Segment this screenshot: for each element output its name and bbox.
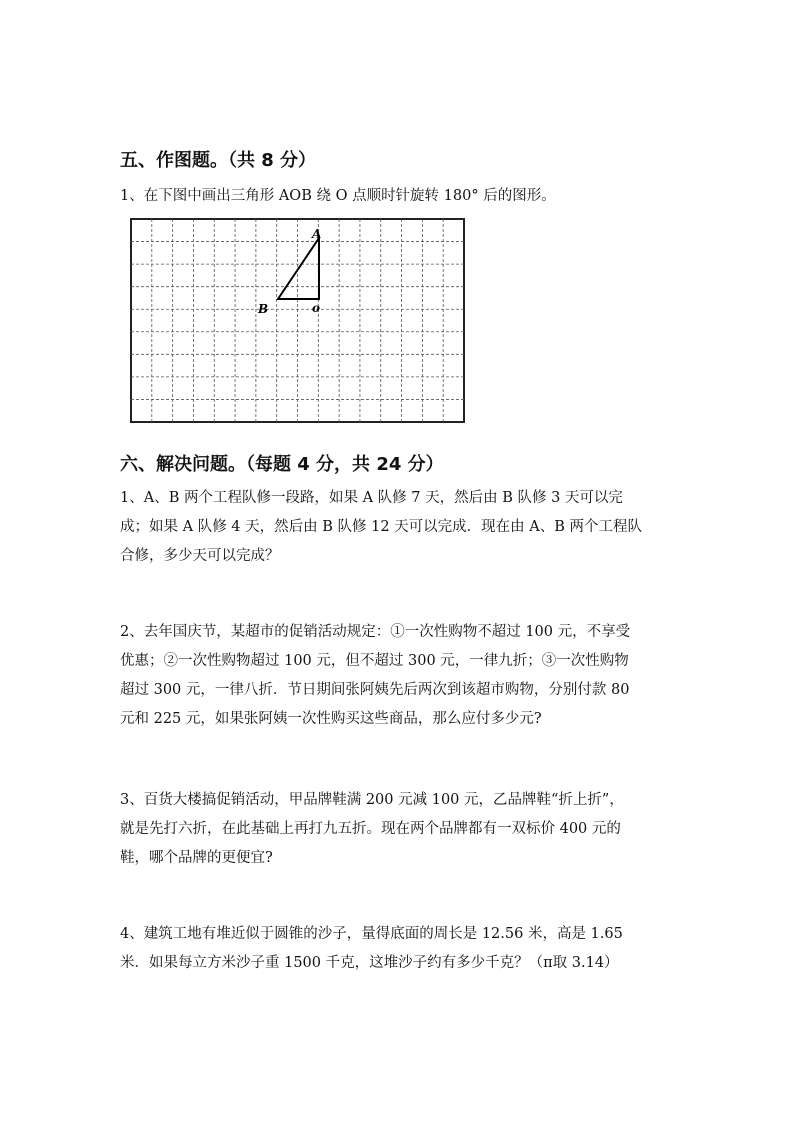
question-text-line: 优惠；②一次性购物超过 100 元，但不超过 300 元，一律九折；③一次性购物 (120, 653, 629, 669)
question-text-line: 1、A、B 两个工程队修一段路，如果 A 队修 7 天，然后由 B 队修 3 天可以完 (120, 490, 623, 506)
question-text-line: 超过 300 元，一律八折．节日期间张阿姨先后两次到该超市购物，分别付款 80 (120, 682, 630, 698)
question-text-line: 就是先打六折，在此基础上再打九五折。现在两个品牌都有一双标价 400 元的 (120, 821, 621, 837)
question-5-1 (120, 182, 680, 211)
question-text-line: 鞋，哪个品牌的更便宜? (120, 850, 273, 866)
question-text-line: 成；如果 A 队修 4 天，然后由 B 队修 12 天可以完成．现在由 A、B 两个工程队 (120, 519, 643, 535)
question-text-line: 3、百货大楼搞促销活动，甲品牌鞋满 200 元减 100 元，乙品牌鞋“折上折”， (120, 792, 624, 808)
question-6-1 (120, 484, 680, 571)
grid-svg (130, 218, 466, 424)
question-text-line: 米．如果每立方米沙子重 1500 千克，这堆沙子约有多少千克？（π取 3.14） (120, 955, 619, 971)
question-text-line: 1、在下图中画出三角形 AOB 绕 O 点顺时针旋转 180° 后的图形。 (120, 188, 556, 204)
question-text-line: 元和 225 元，如果张阿姨一次性购买这些商品，那么应付多少元? (120, 711, 542, 727)
question-6-4 (120, 920, 680, 978)
question-6-3 (120, 786, 680, 873)
triangle-aob (278, 238, 319, 299)
vertex-label-o: o (312, 301, 321, 315)
vertex-label-b: B (258, 302, 269, 316)
question-6-2 (120, 618, 680, 734)
question-text-line: 合修，多少天可以完成？ (120, 548, 280, 564)
vertex-label-a: A (312, 227, 322, 241)
rotation-grid-figure (130, 218, 466, 424)
section-6-title: 六、解决问题。（每题 4 分，共 24 分） (120, 454, 444, 475)
section-5-title: 五、作图题。（共 8 分） (120, 150, 317, 171)
question-text-line: 2、去年国庆节，某超市的促销活动规定：①一次性购物不超过 100 元，不享受 (120, 624, 631, 640)
grid-lines (131, 219, 464, 422)
question-text-line: 4、建筑工地有堆近似于圆锥的沙子，量得底面的周长是 12.56 米，高是 1.65 (120, 926, 623, 942)
